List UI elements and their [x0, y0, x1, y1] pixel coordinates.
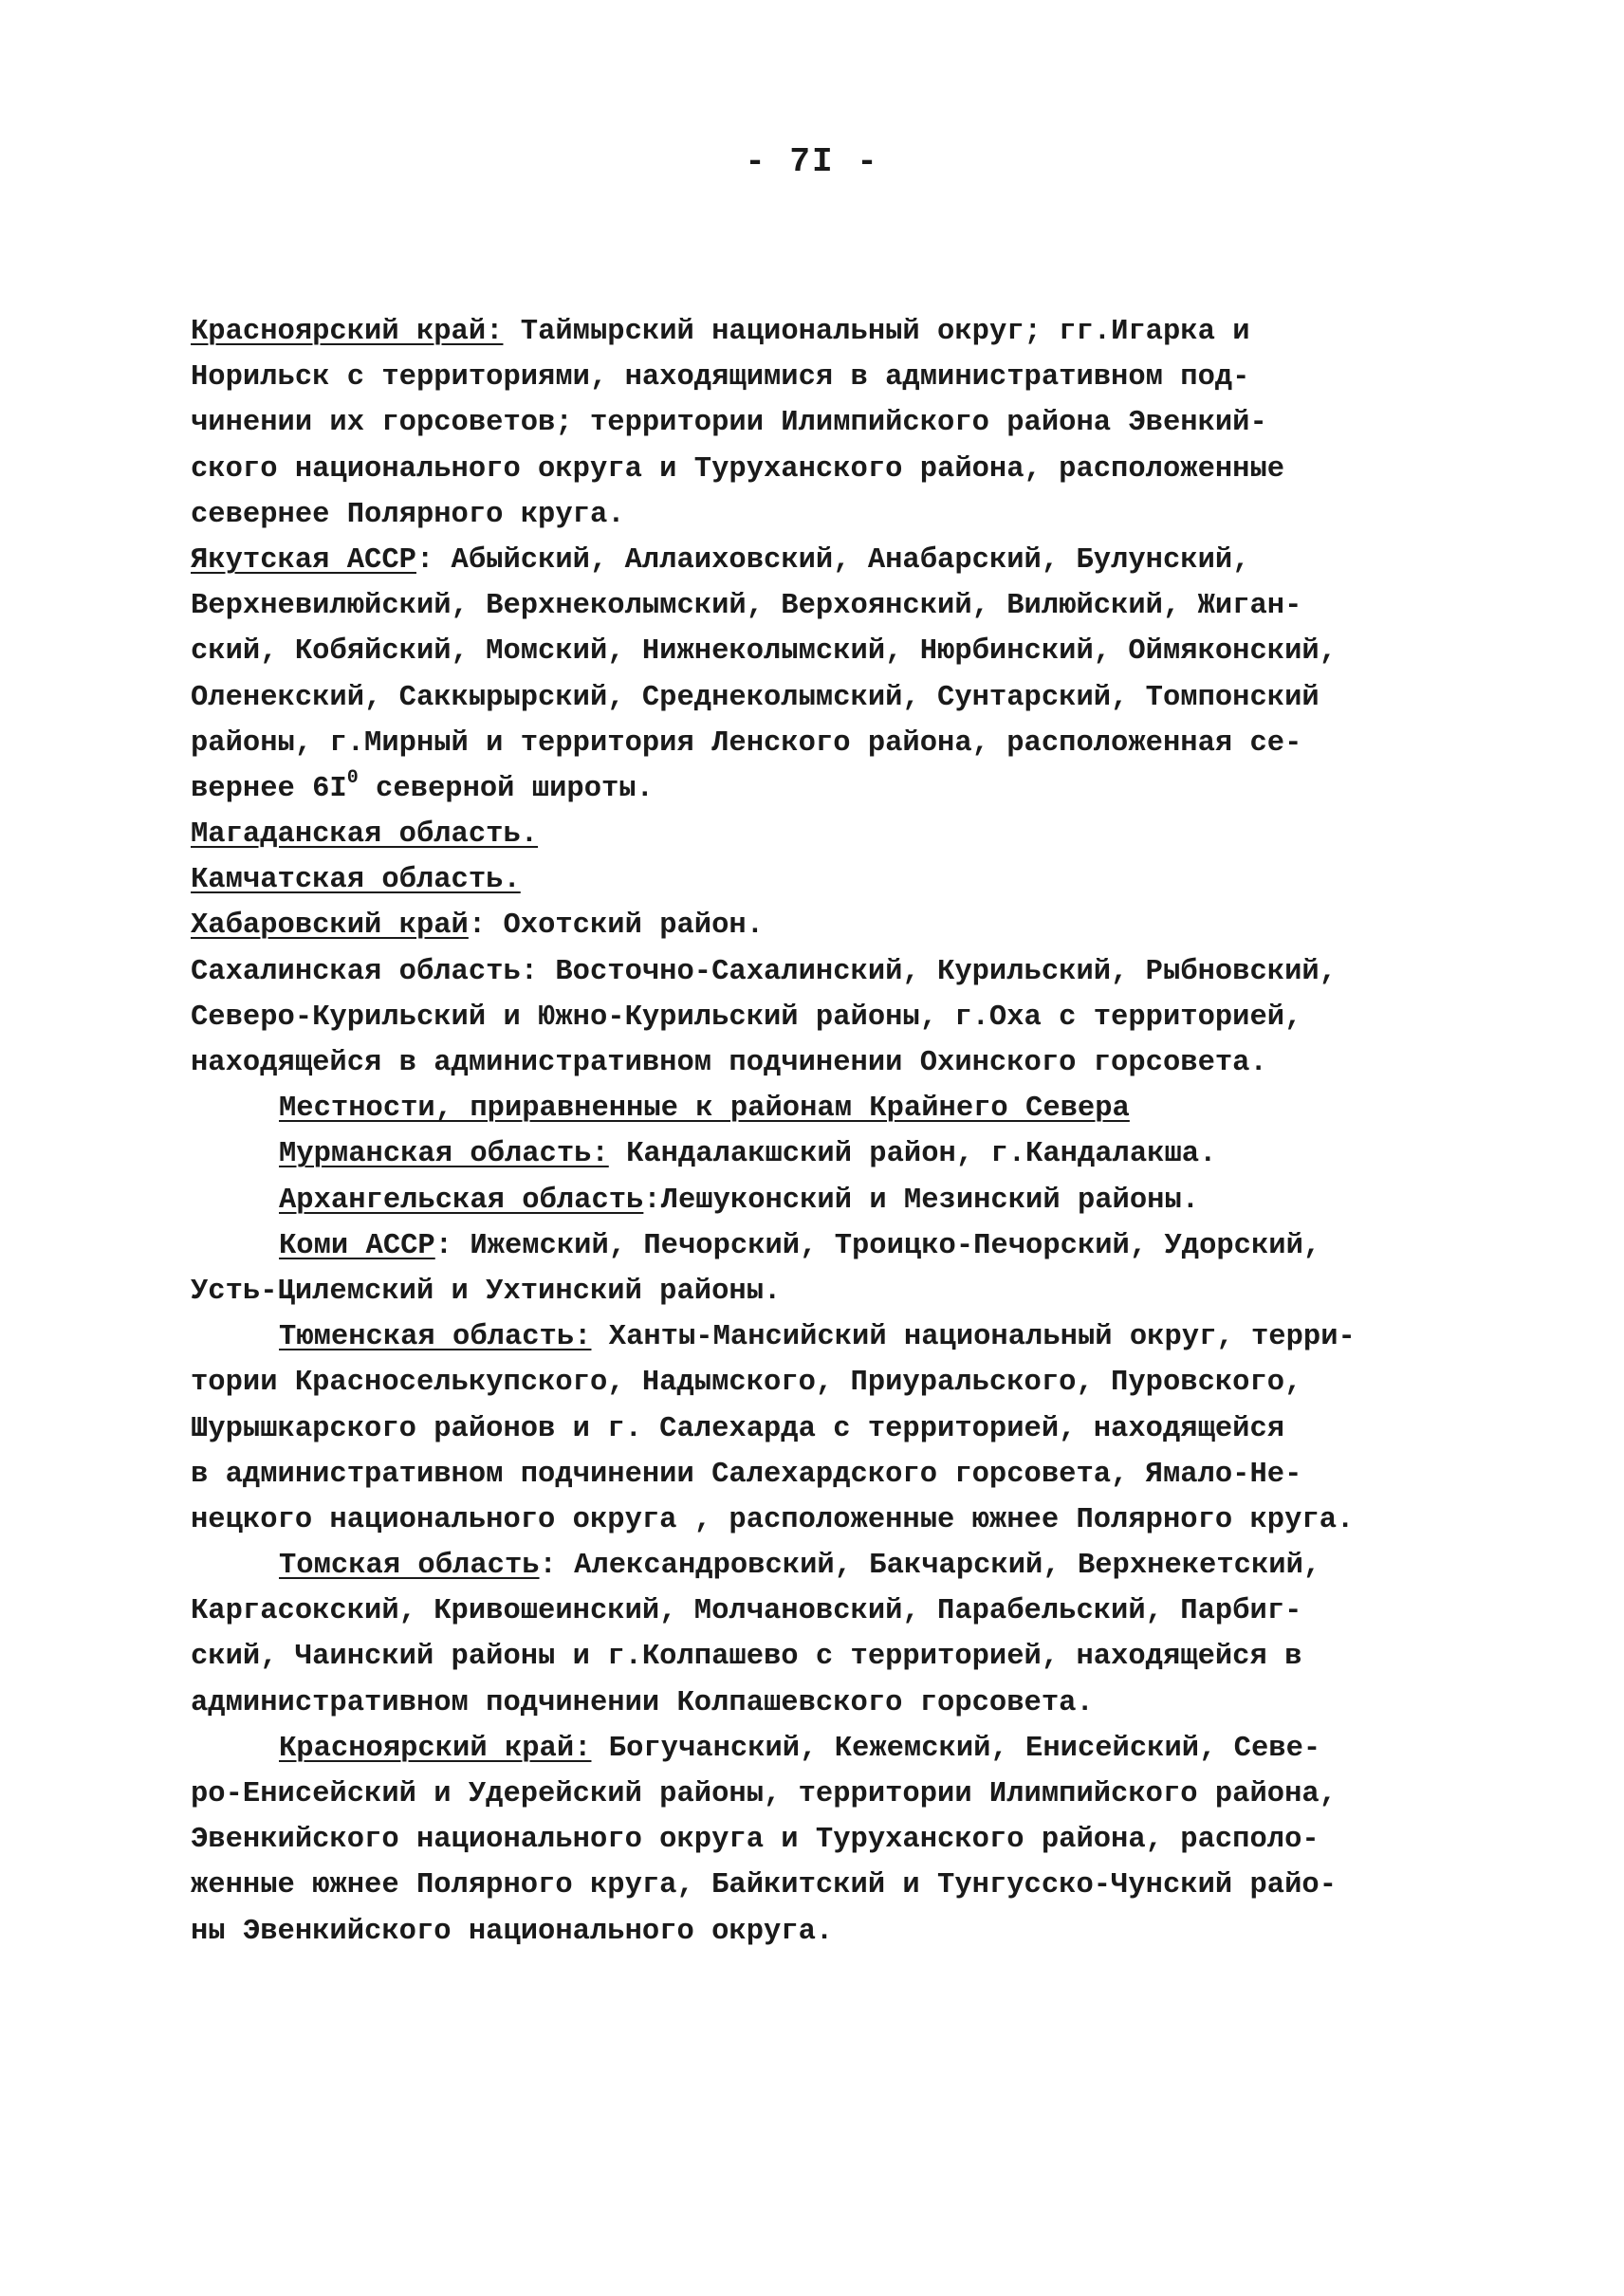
region-heading: Архангельская область [279, 1184, 644, 1217]
region-heading: Хабаровский край [191, 909, 469, 943]
text-line: Усть-Цилемский и Ухтинский районы. [191, 1275, 782, 1308]
page-number: - 7I - [745, 142, 879, 181]
paragraph-krasnoyarsk-equated [191, 1726, 1462, 1955]
text-line: Оленекский, Саккырырский, Среднеколымский, Сунтарский, Томпонский [191, 681, 1320, 714]
region-heading: Томская область [279, 1550, 540, 1583]
text-line: женные южнее Полярного круга, Байкитский и Тунгусско-Чунский райо- [191, 1869, 1337, 1902]
text-line [191, 857, 1462, 903]
text-line: Сахалинская область: Восточно-Сахалинский, Курильский, Рыбновский, [191, 955, 1337, 988]
text-line: тории Красноселькупского, Надымского, Приуральского, Пуровского, [191, 1367, 1302, 1400]
section-title: Местности, приравненные к районам Крайнего Севера [279, 1093, 1130, 1126]
text-line: в административном подчинении Салехардского горсовета, Ямало-Не- [191, 1458, 1302, 1491]
text-line: Тюменская область: Ханты-Мансийский национальный округ, терри- [279, 1321, 1356, 1354]
text-line: находящейся в административном подчинении Охинского горсовета. [191, 1047, 1267, 1079]
paragraph-yakutia [191, 538, 1462, 812]
region-heading: Мурманская область: [279, 1138, 609, 1171]
text-line: Эвенкийского национального округа и Туруханского района, располо- [191, 1824, 1320, 1857]
text-line: Норильск с территориями, находящимися в административном под- [191, 361, 1250, 395]
paragraph-sakhalin [191, 949, 1462, 1087]
text-line: Красноярский край: Таймырский национальный округ; гг.Игарка и [191, 316, 1250, 348]
text-line: Северо-Курильский и Южно-Курильский районы, г.Оха с территорией, [191, 1001, 1302, 1034]
text-line: Верхневилюйский, Верхнеколымский, Верхоянский, Вилюйский, Жиган- [191, 590, 1302, 623]
document-body [191, 309, 1462, 1955]
region-heading: Красноярский край: [191, 316, 504, 348]
text-line: ны Эвенкийского национального округа. [191, 1915, 834, 1948]
region-heading: Камчатская область. [191, 864, 521, 897]
region-heading: Магаданская область. [191, 818, 539, 852]
text-line: Архангельская область:Лешуконский и Мезинский районы. [279, 1184, 1200, 1217]
paragraph-tomsk [191, 1543, 1462, 1726]
region-heading: Тюменская область: [279, 1321, 592, 1354]
text-line: Коми АССР: Ижемский, Печорский, Троицко-Печорский, Удорский, [279, 1229, 1321, 1262]
text-line: ский, Чаинский районы и г.Колпашево с территорией, находящейся в [191, 1641, 1302, 1674]
text-line: ский, Кобяйский, Момский, Нижнеколымский, Нюрбинский, Оймяконский, [191, 635, 1337, 669]
region-heading: Коми АССР [279, 1229, 435, 1262]
text-line: севернее Полярного круга. [191, 498, 625, 531]
text-line: нецкого национального округа , расположенные южнее Полярного круга. [191, 1503, 1355, 1536]
text-line: Мурманская область: Кандалакшский район, г.Кандалакша. [279, 1138, 1217, 1171]
text-line: Красноярский край: Богучанский, Кежемский, Енисейский, Севе- [279, 1732, 1321, 1765]
degree-superscript: 0 [346, 766, 359, 789]
region-heading: Красноярский край: [279, 1732, 592, 1765]
text-line: Хабаровский край: Охотский район. [191, 909, 765, 943]
text-line: Якутская АССР: Абыйский, Аллаиховский, Анабарский, Булунский, [191, 543, 1250, 577]
text-line: чинении их горсоветов; территории Илимпийского района Эвенкий- [191, 407, 1267, 440]
text-line: ро-Енисейский и Удерейский районы, территории Илимпийского района, [191, 1778, 1337, 1810]
paragraph-krasnoyarsk-far-north [191, 309, 1462, 538]
text-line: административном подчинении Колпашевского горсовета. [191, 1686, 1094, 1719]
paragraph-tyumen [191, 1314, 1462, 1543]
text-line: ского национального округа и Туруханского района, расположенные [191, 452, 1285, 486]
paragraph-komi [191, 1223, 1462, 1314]
text-line: Шурышкарского районов и г. Салехарда с территорией, находящейся [191, 1412, 1285, 1445]
text-line: Каргасокский, Кривошеинский, Молчановский, Парабельский, Парбиг- [191, 1595, 1302, 1628]
text-line: вернее $6I^0$ северной широты. [191, 766, 654, 805]
text-line: районы, г.Мирный и территория Ленского района, расположенная се- [191, 726, 1302, 760]
region-heading: Якутская АССР [191, 543, 416, 577]
text-line [191, 812, 1462, 857]
text-line: Томская область: Александровский, Бакчарский, Верхнекетский, [279, 1550, 1321, 1583]
